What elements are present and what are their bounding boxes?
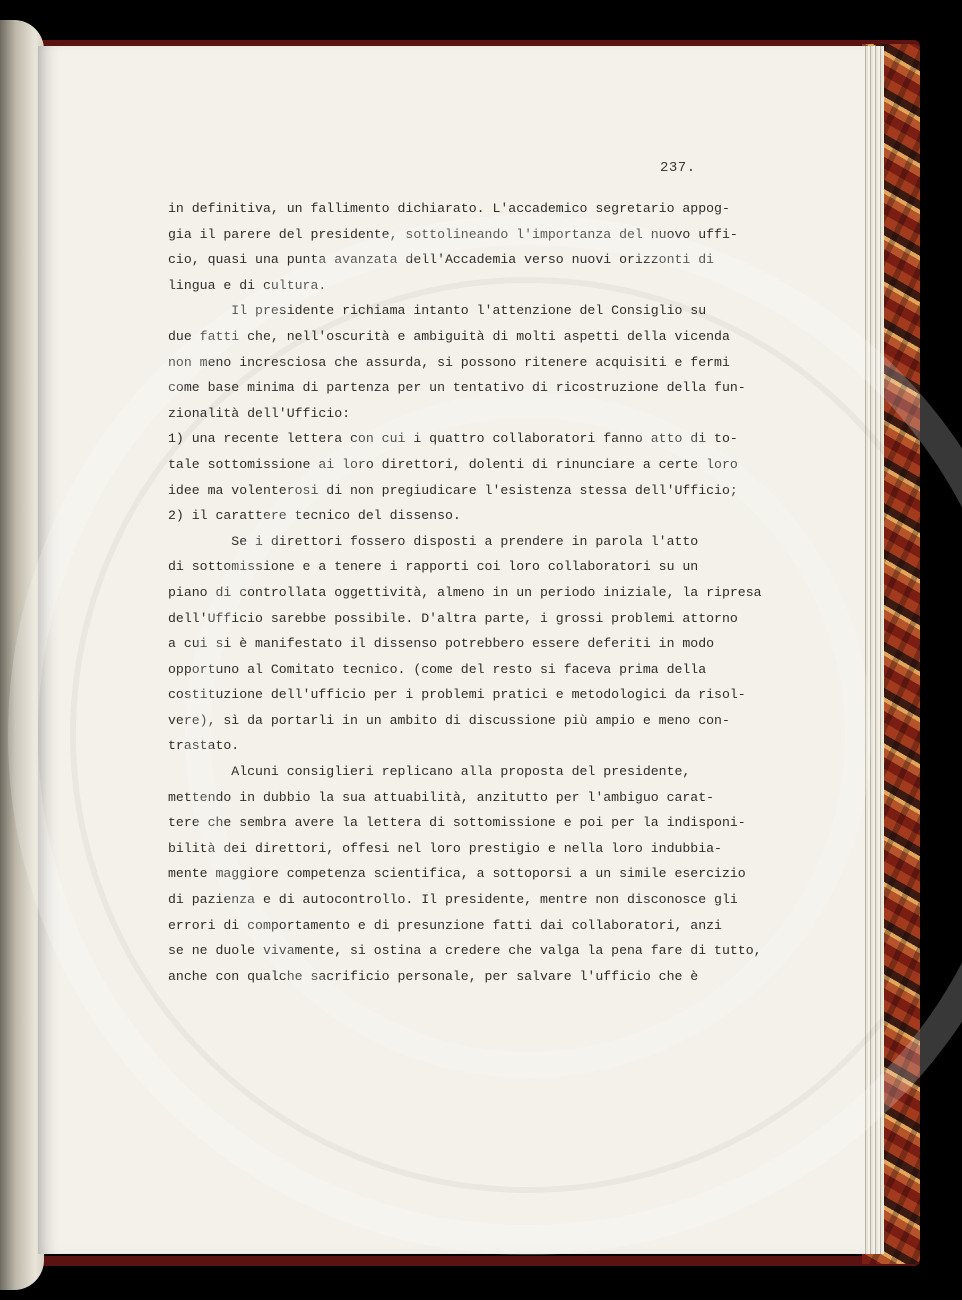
text-line: anche con qualche sacrificio personale, per salvare l'ufficio che è xyxy=(168,968,699,984)
text-line: errori di comportamento e di presunzione fatti dai collaboratori, anzi xyxy=(168,917,722,933)
text-line: 2) il carattere tecnico del dissenso. xyxy=(168,508,461,524)
text-line: dell'Ufficio sarebbe possibile. D'altra parte, i grossi problemi attorno xyxy=(168,610,738,626)
body-text xyxy=(168,196,762,989)
text-line: due fatti che, nell'oscurità e ambiguità di molti aspetti della vicenda xyxy=(168,328,730,344)
text-line: a cui si è manifestato il dissenso potrebbero essere deferiti in modo xyxy=(168,636,715,652)
text-line: zionalità dell'Ufficio: xyxy=(168,405,351,421)
text-line: di pazienza e di autocontrollo. Il presidente, mentre non disconosce gli xyxy=(168,892,738,908)
text-line: in definitiva, un fallimento dichiarato. L'accademico segretario appog- xyxy=(168,201,730,216)
text-line: opportuno al Comitato tecnico. (come del resto si faceva prima della xyxy=(168,661,707,677)
text-line: mettendo in dubbio la sua attuabilità, anzitutto per l'ambiguo carat- xyxy=(168,789,715,805)
text-line: tere che sembra avere la lettera di sottomissione e poi per la indisponi- xyxy=(168,815,746,831)
text-line: non meno incresciosa che assurda, si possono ritenere acquisiti e fermi xyxy=(168,354,730,370)
text-line: tale sottomissione ai loro direttori, dolenti di rinunciare a certe loro xyxy=(168,456,738,472)
text-line: se ne duole vivamente, si ostina a credere che valga la pena fare di tutto, xyxy=(168,943,762,959)
text-line: gia il parere del presidente, sottolineando l'importanza del nuovo uffi- xyxy=(168,226,738,242)
text-line: Alcuni consiglieri replicano alla proposta del presidente, xyxy=(168,764,691,780)
text-line: 1) una recente lettera con cui i quattro collaboratori fanno atto di to- xyxy=(168,431,738,447)
cover-bottom-edge xyxy=(22,1256,920,1266)
text-line: di sottomissione e a tenere i rapporti coi loro collaboratori su un xyxy=(168,559,699,575)
text-line: trastato. xyxy=(168,738,240,754)
text-line: piano di controllata oggettività, almeno in un periodo iniziale, la ripresa xyxy=(168,584,762,600)
text-line: bilità dei direttori, offesi nel loro prestigio e nella loro indubbia- xyxy=(168,840,722,856)
text-line: cio, quasi una punta avanzata dell'Accademia verso nuovi orizzonti di xyxy=(168,252,715,268)
text-line: Se i direttori fossero disposti a prendere in parola l'atto xyxy=(168,533,699,549)
text-line: costituzione dell'ufficio per i problemi pratici e metodologici da risol- xyxy=(168,687,746,703)
text-line: lingua e di cultura. xyxy=(168,277,327,293)
text-line: idee ma volenterosi di non pregiudicare l'esistenza stessa dell'Ufficio; xyxy=(168,482,738,498)
text-line: mente maggiore competenza scientifica, a sottoporsi a un simile esercizio xyxy=(168,866,746,882)
text-line: come base minima di partenza per un tentativo di ricostruzione della fun- xyxy=(168,380,746,396)
text-line: vere), sì da portarli in un ambito di discussione più ampio e meno con- xyxy=(168,712,730,728)
text-line: Il presidente richiama intanto l'attenzione del Consiglio su xyxy=(168,303,707,319)
page-number: 237. xyxy=(660,160,696,176)
